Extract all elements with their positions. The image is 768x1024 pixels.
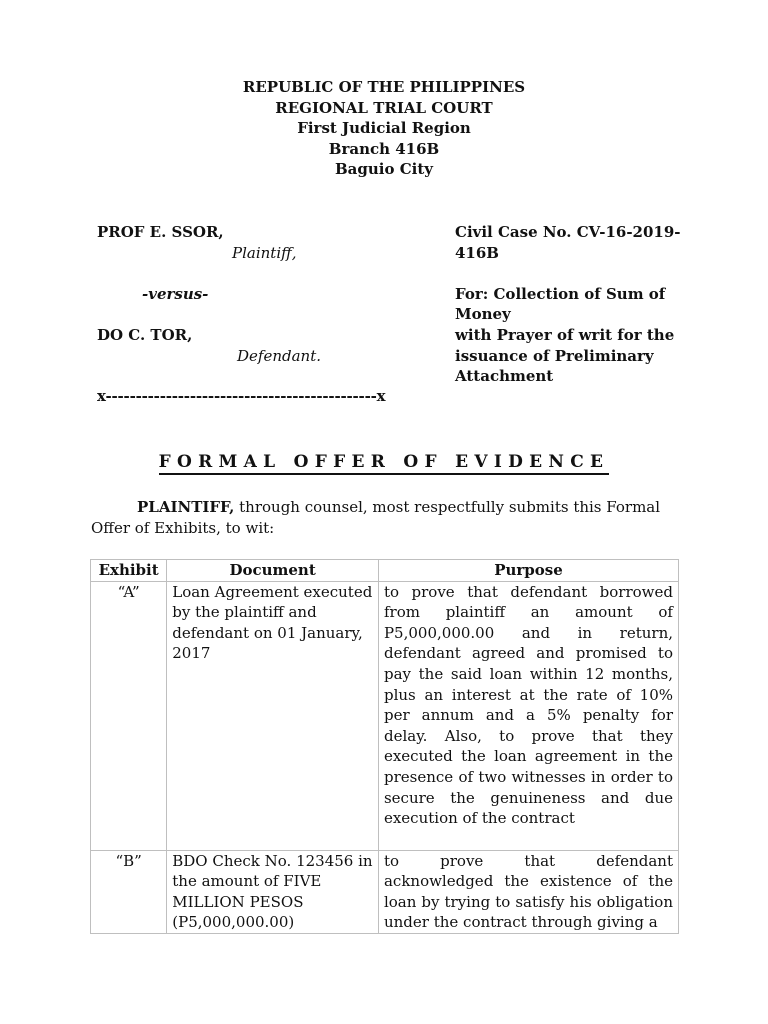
case-number: Civil Case No. CV-16-2019-416B — [455, 223, 681, 262]
table-row — [91, 850, 679, 933]
purpose-cell: to prove that defendant acknowledged the existence of the loan by trying to satisfy his obligation under the contract through giving a — [378, 850, 678, 933]
case-nature-line-2: with Prayer of writ for the — [455, 325, 675, 344]
case-nature-line-3: issuance of Preliminary — [455, 346, 654, 365]
court-header-court: REGIONAL TRIAL COURT — [275, 98, 493, 117]
document-cell: BDO Check No. 123456 in the amount of FIVE MILLION PESOS (P5,000,000.00) — [167, 850, 379, 933]
evidence-table — [90, 559, 679, 934]
spacer — [97, 263, 427, 284]
versus-label: -versus- — [142, 284, 209, 303]
defendant-name: DO C. TOR, — [97, 325, 193, 344]
plaintiff-role: Plaintiff, — [232, 243, 297, 262]
intro-text: through counsel, most respectfully submits this Formal Offer of Exhibits, to wit: — [91, 498, 661, 537]
header-document: Document — [167, 560, 379, 582]
court-header-region: First Judicial Region — [297, 119, 471, 138]
purpose-cell: to prove that defendant borrowed from plaintiff an amount of P5,000,000.00 and in return, defendant agreed and promised to pay the said loan within 12 months, plus an interest at the rate of 10% per annum and a 5% penalty for delay. Also, to prove that they executed the loan agreement in the presence of two witnesses in order to secure the genuineness and due execution of the contract — [378, 581, 678, 850]
header-exhibit: Exhibit — [91, 560, 167, 582]
intro-paragraph — [91, 497, 681, 538]
defendant-role: Defendant. — [237, 346, 321, 365]
court-header-city: Baguio City — [335, 160, 433, 179]
court-header-republic: REPUBLIC OF THE PHILIPPINES — [242, 78, 526, 96]
case-nature-line-4: Attachment — [455, 367, 554, 386]
document-title — [0, 452, 768, 472]
document-title-text: FORMAL OFFER OF EVIDENCE — [159, 452, 610, 475]
document-cell: Loan Agreement executed by the plaintiff and defendant on 01 January, 2017 — [167, 581, 379, 850]
court-header — [0, 77, 768, 180]
exhibit-cell: “A” — [91, 581, 167, 850]
spacer — [455, 263, 720, 284]
spacer — [97, 304, 427, 325]
exhibit-cell: “B” — [91, 850, 167, 933]
intro-lead: PLAINTIFF, — [137, 498, 235, 516]
caption-divider: x---------------------------------------------x — [97, 387, 386, 405]
header-purpose: Purpose — [378, 560, 678, 582]
case-nature-line-1: For: Collection of Sum of Money — [455, 284, 666, 324]
table-row — [91, 581, 679, 850]
table-header-row — [91, 560, 679, 582]
court-header-branch: Branch 416B — [328, 139, 440, 158]
case-caption-details — [455, 222, 720, 387]
case-caption-parties — [97, 222, 427, 366]
plaintiff-name: PROF E. SSOR, — [97, 223, 224, 241]
